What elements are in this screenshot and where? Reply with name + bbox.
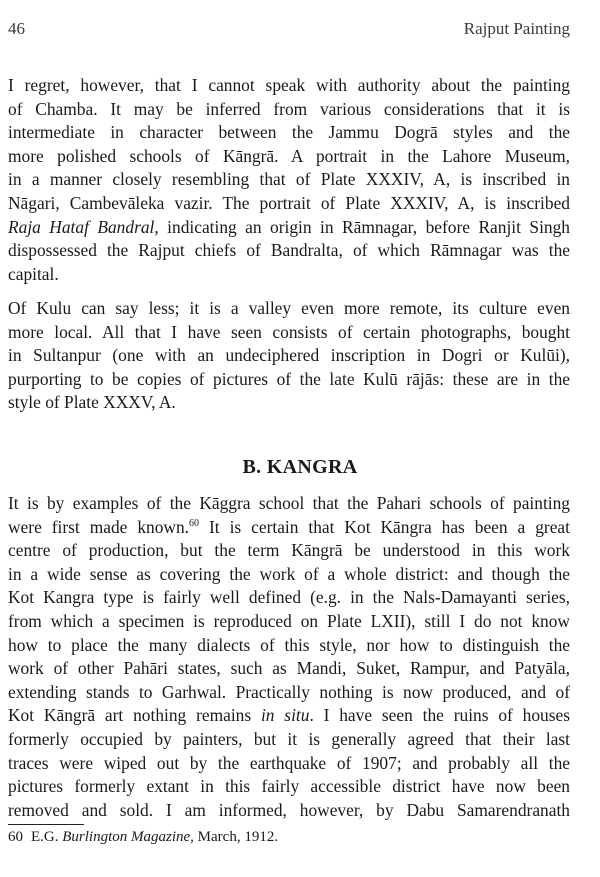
text-run: were first made known. (8, 516, 190, 537)
text-line: capital. (8, 263, 59, 284)
text-line: extending stands to Garhwal. Practically nothing is now produced, and of (8, 681, 570, 702)
text-line: Kot Kangra type is fairly well defined (e.g. in the Nals-Damayanti series, (8, 587, 570, 608)
text-line: Of Kulu can say less; it is a valley even more remote, its culture even (8, 298, 570, 318)
footnote (8, 829, 278, 846)
footnote-text: E.G. (31, 829, 63, 845)
text-line: from which a specimen is reproduced on Plate LXII), still I do not know (8, 610, 570, 631)
footnote-number: 60 (8, 829, 23, 845)
text-run: It is certain that Kot Kāngra has been a great (199, 516, 570, 537)
text-line: how to place the many dialects of this style, nor how to distinguish the (8, 634, 570, 655)
footnote-reference[interactable]: 60 (189, 517, 200, 529)
text-line: centre of production, but the term Kāngrā be understood in this work (8, 540, 570, 561)
text-line: removed and sold. I am informed, however, by Dabu Samarendranath (8, 799, 570, 820)
footnote-journal: Burlington Magazine, (62, 829, 194, 845)
paragraph-kangra (8, 492, 570, 822)
text-line: It is by examples of the Kāggra school that the Pahari schools of painting (8, 493, 570, 513)
italic-inscription: Raja Hataf Bandral (8, 216, 155, 237)
text-run: . I have seen the ruins of houses (309, 705, 570, 726)
paragraph-kulu (8, 297, 570, 415)
text-line: formerly occupied by painters, but it is generally agreed that their last (8, 728, 570, 749)
text-line: I regret, however, that I cannot speak with authority about the painting (8, 75, 570, 95)
text-line: of Chamba. It may be inferred from various considerations that it is (8, 98, 570, 119)
text-line (8, 216, 570, 240)
text-line: in a manner closely resembling that of Plate XXXIV, A, is inscribed in (8, 169, 570, 190)
text-line: in a wide sense as covering the work of a whole district: and though the (8, 563, 570, 584)
paragraph-chamba (8, 74, 570, 286)
text-line: more polished schools of Kāngrā. A portrait in the Lahore Museum, (8, 145, 570, 166)
text-line: style of Plate XXXV, A. (8, 392, 176, 413)
text-line: intermediate in character between the Jammu Dogrā styles and the (8, 122, 570, 143)
text-run: , indicating an origin in Rāmnagar, before Ranjit Singh (154, 216, 570, 237)
text-line: in Sultanpur (one with an undeciphered inscription in Dogri or Kulūi), (8, 345, 570, 366)
text-line (8, 704, 570, 728)
footnote-divider (8, 824, 84, 825)
section-heading: B. KANGRA (242, 456, 358, 478)
running-title: Rajput Painting (463, 19, 570, 38)
text-line: purporting to be copies of pictures of the late Kulū rājās: these are in the (8, 368, 570, 389)
text-run: Kot Kāngrā art nothing remains (8, 705, 261, 726)
footnote-text: March, 1912. (193, 829, 279, 845)
text-line: more local. All that I have seen consists of certain photographs, bought (8, 321, 570, 342)
text-line: pictures formerly extant in this fairly accessible district have now been (8, 776, 570, 797)
italic-phrase: in situ (260, 705, 310, 726)
page-number: 46 (8, 19, 25, 38)
text-line: traces were wiped out by the earthquake of 1907; and probably all the (8, 752, 570, 773)
running-header (8, 19, 570, 43)
text-line: work of other Pahāri states, such as Mandi, Suket, Rampur, and Patyāla, (8, 658, 570, 679)
text-line (8, 516, 570, 540)
text-line: Nāgari, Cambevāleka vazir. The portrait of Plate XXXIV, A, is inscribed (8, 192, 570, 213)
text-line: dispossessed the Rajput chiefs of Bandralta, of which Rāmnagar was the (8, 240, 570, 261)
